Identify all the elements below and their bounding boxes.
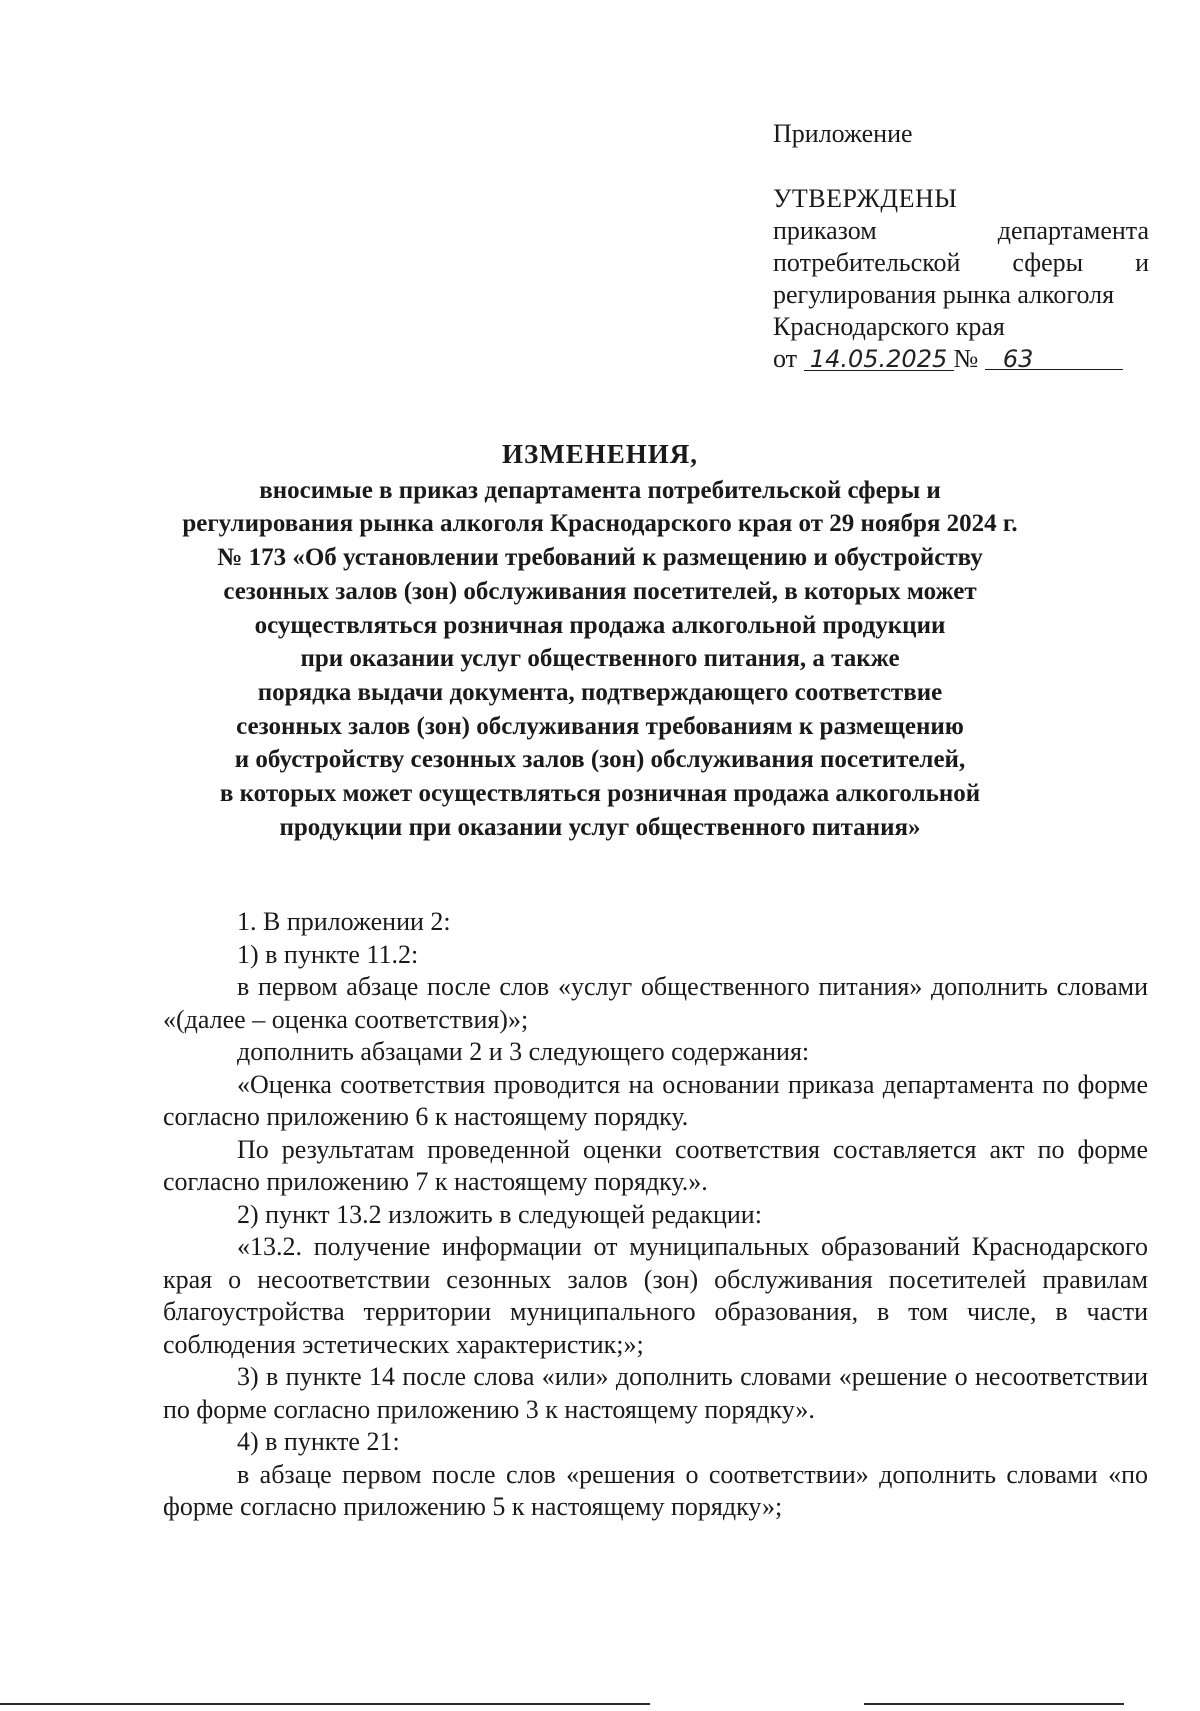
title-line: сезонных залов (зон) обслуживания посетителей, в которых может <box>223 577 977 605</box>
approved-line: регулирования рынка алкоголя <box>773 280 1115 309</box>
title-heading: ИЗМЕНЕНИЯ, <box>501 439 698 469</box>
approved-by-text <box>773 215 1149 343</box>
approved-line: приказом департамента <box>773 216 1149 245</box>
body-paragraph: 1) в пункте 11.2: <box>237 939 419 969</box>
title-line: при оказании услуг общественного питания, а также <box>300 645 900 673</box>
title-line: и обустройству сезонных залов (зон) обслуживания посетителей, <box>234 746 966 774</box>
body-paragraph: 1. В приложении 2: <box>237 907 451 936</box>
title-line: сезонных залов (зон) обслуживания требованиям к размещению <box>236 712 964 740</box>
appendix-label: Приложение <box>773 119 913 148</box>
body-paragraph: «13.2. получение информации от муниципальных образований Краснодарского края о несоответствии сезонных залов (зон) обслуживания посетителей правилам благоустройства территории муниципального образования, в том числе, в части соблюдения эстетических характеристик;»; <box>163 1232 1148 1359</box>
approved-label: УТВЕРЖДЕНЫ <box>773 184 958 213</box>
bottom-edge-line <box>0 1703 650 1705</box>
body-paragraph: дополнить абзацами 2 и 3 следующего содержания: <box>237 1037 810 1066</box>
approved-line: Краснодарского края <box>773 312 1005 341</box>
body-paragraph: в первом абзаце после слов «услуг общественного питания» дополнить словами «(далее – оценка соответствия)»; <box>163 972 1148 1034</box>
approval-block <box>773 118 1149 375</box>
title-line: продукции при оказании услуг общественного питания» <box>279 813 921 841</box>
title-line: осуществляться розничная продажа алкогольной продукции <box>254 611 946 639</box>
body-paragraph: «Оценка соответствия проводится на основании приказа департамента по форме согласно приложению 6 к настоящему порядку. <box>163 1069 1148 1131</box>
title-line: порядка выдачи документа, подтверждающего соответствие <box>257 678 943 706</box>
order-reference <box>773 343 1149 375</box>
title-line: вносимые в приказ департамента потребительской сферы и <box>259 476 941 504</box>
document-title <box>120 438 1080 844</box>
order-date-handwritten: 14.05.2025 <box>804 348 954 371</box>
order-number-handwritten: 63 <box>985 348 1123 370</box>
title-line: № 173 «Об установлении требований к размещению и обустройству <box>217 544 983 572</box>
approved-line: потребительской сферы и <box>773 248 1149 277</box>
title-line: в которых может осуществляться розничная продажа алкогольной <box>219 780 981 808</box>
body-paragraph: По результатам проведенной оценки соответствия составляется акт по форме согласно приложению 7 к настоящему порядку.». <box>163 1134 1148 1196</box>
body-paragraph: 3) в пункте 14 после слова «или» дополнить словами «решение о несоответствии по форме согласно приложению 3 к настоящему порядку». <box>163 1362 1148 1424</box>
body-paragraph: в абзаце первом после слов «решения о соответствии» дополнить словами «по форме согласно приложению 5 к настоящему порядку»; <box>163 1459 1148 1521</box>
document-body <box>163 906 1148 1524</box>
order-from-label: от <box>773 344 798 373</box>
body-paragraph: 4) в пункте 21: <box>237 1427 400 1456</box>
order-number-label: № <box>953 344 979 373</box>
title-line: регулирования рынка алкоголя Краснодарского края от 29 ноября 2024 г. <box>182 510 1018 538</box>
body-paragraph: 2) пункт 13.2 изложить в следующей редакции: <box>237 1199 762 1229</box>
bottom-edge-line <box>864 1703 1124 1705</box>
